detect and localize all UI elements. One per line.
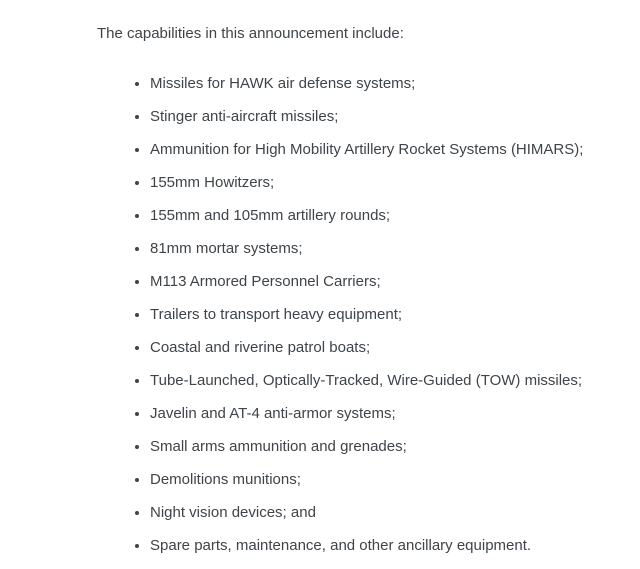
list-item: • Tube-Launched, Optically-Tracked, Wire-Guided (TOW) missiles; [150, 371, 620, 390]
list-item: • Small arms ammunition and grenades; [150, 437, 620, 456]
list-item: • Stinger anti-aircraft missiles; [150, 107, 620, 126]
list-item: • 155mm Howitzers; [150, 173, 620, 192]
list-item: • Ammunition for High Mobility Artillery Rocket Systems (HIMARS); [150, 140, 620, 159]
list-item: • Trailers to transport heavy equipment; [150, 305, 620, 324]
list-item: • Missiles for HAWK air defense systems; [150, 74, 620, 93]
list-item: • M113 Armored Personnel Carriers; [150, 272, 620, 291]
list-item: • 81mm mortar systems; [150, 239, 620, 258]
list-item: • Spare parts, maintenance, and other ancillary equipment. [150, 536, 620, 555]
list-item: • Night vision devices; and [150, 503, 620, 522]
list-item: • Demolitions munitions; [150, 470, 620, 489]
list-item: • Javelin and AT-4 anti-armor systems; [150, 404, 620, 423]
capabilities-list [97, 74, 620, 555]
list-item: • Coastal and riverine patrol boats; [150, 338, 620, 357]
list-item: • 155mm and 105mm artillery rounds; [150, 206, 620, 225]
intro-text: The capabilities in this announcement include: [97, 25, 404, 42]
